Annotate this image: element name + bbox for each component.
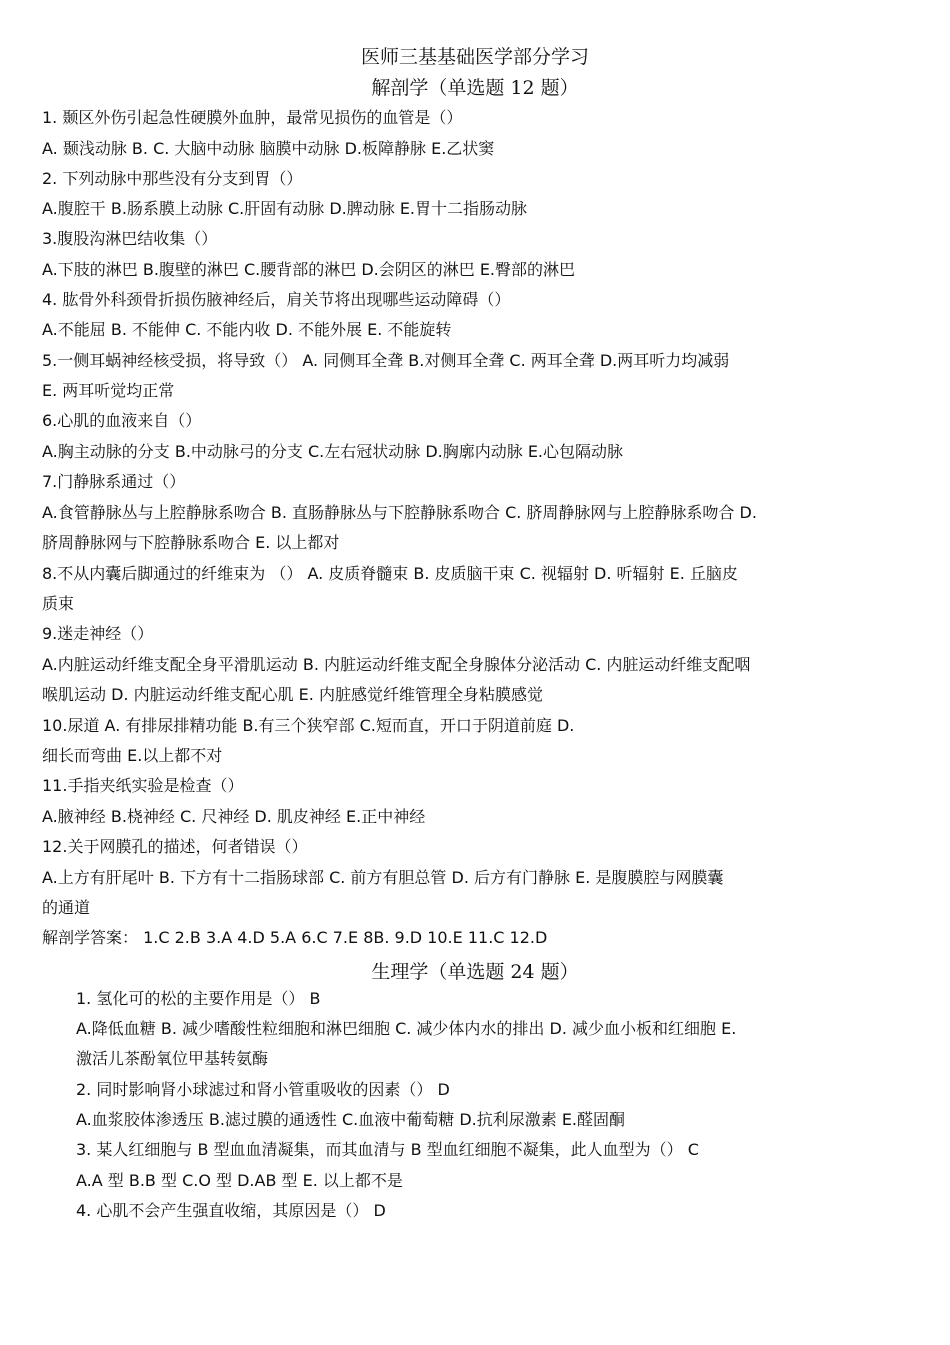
question-line: 2. 下列动脉中那些没有分支到胃（） [42, 169, 303, 188]
question-line: 11.手指夹纸实验是检查（） [42, 776, 244, 795]
options-line: 喉肌运动 D. 内脏运动纤维支配心肌 E. 内脏感觉纤维管理全身粘膜感觉 [42, 685, 543, 704]
document-title: 医师三基基础医学部分学习 [360, 46, 589, 68]
options-line: A.血浆胶体渗透压 B.滤过膜的通透性 C.血液中葡萄糖 D.抗利尿激素 E.醛固酮 [76, 1110, 626, 1129]
question-line: 2. 同时影响肾小球滤过和肾小管重吸收的因素（） D [76, 1080, 450, 1099]
question-line: 9.迷走神经（） [42, 624, 154, 643]
question-line: 10.尿道 A. 有排尿排精功能 B.有三个狭窄部 C.短而直，开口于阴道前庭 D. [42, 716, 575, 735]
options-line: A.不能屈 B. 不能伸 C. 不能内收 D. 不能外展 E. 不能旋转 [42, 320, 452, 339]
physiology-section-title: 生理学（单选题 24 题） [371, 961, 579, 983]
question-line: 5.一侧耳蜗神经核受损，将导致（） A. 同侧耳全聋 B.对侧耳全聋 C. 两耳全聋 D.两耳听力均减弱 [42, 351, 730, 370]
options-line: 细长而弯曲 E.以上都不对 [42, 746, 223, 765]
options-line: A.胸主动脉的分支 B.中动脉弓的分支 C.左右冠状动脉 D.胸廓内动脉 E.心包隔动脉 [42, 442, 624, 461]
options-line: 的通道 [42, 898, 91, 917]
options-line: A.下肢的淋巴 B.腹壁的淋巴 C.腰背部的淋巴 D.会阴区的淋巴 E.臀部的淋巴 [42, 260, 576, 279]
options-line: A.降低血糖 B. 减少嗜酸性粒细胞和淋巴细胞 C. 减少体内水的排出 D. 减少血小板和红细胞 E. [76, 1019, 737, 1038]
question-line: 3. 某人红细胞与 B 型血血清凝集，而其血清与 B 型血红细胞不凝集，此人血型为（） C [76, 1140, 699, 1159]
options-line: A. 颞浅动脉 B. C. 大脑中动脉 脑膜中动脉 D.板障静脉 E.乙状窦 [42, 139, 495, 158]
options-line: A.内脏运动纤维支配全身平滑肌运动 B. 内脏运动纤维支配全身腺体分泌活动 C. 内脏运动纤维支配咽 [42, 655, 751, 674]
question-line: 1. 颞区外伤引起急性硬膜外血肿，最常见损伤的血管是（） [42, 108, 463, 127]
options-line: A.腹腔干 B.肠系膜上动脉 C.肝固有动脉 D.脾动脉 E.胃十二指肠动脉 [42, 199, 528, 218]
options-line: 激活儿茶酚氧位甲基转氨酶 [76, 1049, 269, 1068]
question-line: 6.心肌的血液来自（） [42, 411, 202, 430]
question-line: 4. 心肌不会产生强直收缩，其原因是（） D [76, 1201, 386, 1220]
question-line: 8.不从内囊后脚通过的纤维束为 （） A. 皮质脊髓束 B. 皮质脑干束 C. 视辐射 D. 听辐射 E. 丘脑皮 [42, 564, 738, 583]
question-line: 3.腹股沟淋巴结收集（） [42, 229, 218, 248]
options-line: E. 两耳听觉均正常 [42, 381, 175, 400]
options-line: 脐周静脉网与下腔静脉系吻合 E. 以上都对 [42, 533, 340, 552]
options-line: A.A 型 B.B 型 C.O 型 D.AB 型 E. 以上都不是 [76, 1171, 403, 1190]
options-line: 质束 [42, 594, 75, 613]
question-line: 12.关于网膜孔的描述，何者错误（） [42, 837, 308, 856]
options-line: A.上方有肝尾叶 B. 下方有十二指肠球部 C. 前方有胆总管 D. 后方有门静脉 E. 是腹膜腔与网膜囊 [42, 868, 724, 887]
answer-key: 解剖学答案： 1.C 2.B 3.A 4.D 5.A 6.C 7.E 8B. 9.D 10.E 11.C 12.D [42, 928, 548, 947]
options-line: A.腋神经 B.桡神经 C. 尺神经 D. 肌皮神经 E.正中神经 [42, 807, 426, 826]
anatomy-section-title: 解剖学（单选题 12 题） [371, 77, 579, 99]
question-line: 4. 肱骨外科颈骨折损伤腋神经后，肩关节将出现哪些运动障碍（） [42, 290, 511, 309]
options-line: A.食管静脉丛与上腔静脉系吻合 B. 直肠静脉丛与下腔静脉系吻合 C. 脐周静脉网与上腔静脉系吻合 D. [42, 503, 757, 522]
question-line: 1. 氢化可的松的主要作用是（） B [76, 989, 321, 1008]
question-line: 7.门静脉系通过（） [42, 472, 186, 491]
